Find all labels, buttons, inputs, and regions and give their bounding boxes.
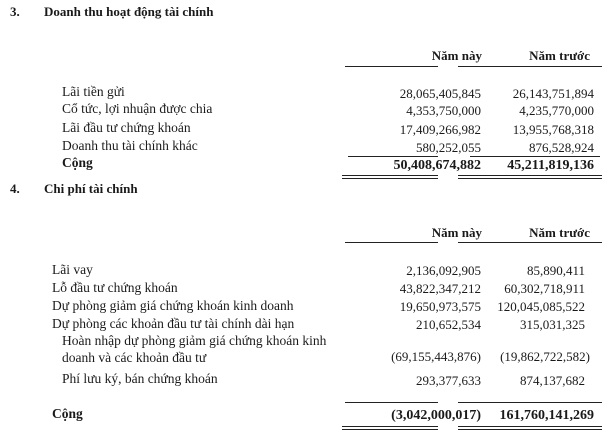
row-label: Dự phòng các khoản đầu tư tài chính dài hạn <box>52 316 295 331</box>
value-prior: 876,528,924 <box>529 140 594 155</box>
value-prior: 26,143,751,894 <box>512 86 594 101</box>
value-current: 580,252,055 <box>416 140 481 155</box>
column-header-prior-year: Năm trước <box>529 48 590 63</box>
value-current: 293,377,633 <box>416 373 481 388</box>
column-header-current-year: Năm này <box>431 225 482 240</box>
section-title: Doanh thu hoạt động tài chính <box>44 4 214 19</box>
row-label: Doanh thu tài chính khác <box>62 138 198 153</box>
value-prior: 85,890,411 <box>526 263 585 278</box>
total-current: (3,042,000,017) <box>391 408 481 423</box>
value-current: 4,353,750,000 <box>406 103 481 118</box>
row-label: Lãi tiền gửi <box>62 84 125 99</box>
value-current: 2,136,092,905 <box>406 263 481 278</box>
value-current: (69,155,443,876) <box>391 349 481 364</box>
row-label: Lãi đầu tư chứng khoán <box>62 120 191 135</box>
value-prior: 874,137,682 <box>520 373 585 388</box>
column-header-prior-year: Năm trước <box>529 225 590 240</box>
subtotal-rule-current <box>348 156 438 157</box>
row-label: Hoàn nhập dự phòng giảm giá chứng khoán kinh <box>62 333 327 348</box>
section-number: 4. <box>10 181 20 196</box>
total-label: Cộng <box>62 155 93 170</box>
header-rule-current <box>345 242 438 243</box>
row-label: Lỗ đầu tư chứng khoán <box>52 280 178 295</box>
value-prior: 4,235,770,000 <box>519 103 594 118</box>
value-prior: 315,031,325 <box>520 317 585 332</box>
value-prior: 120,045,085,522 <box>497 299 585 314</box>
row-label: Dự phòng giảm giá chứng khoán kinh doanh <box>52 298 294 313</box>
total-prior: 45,211,819,136 <box>507 158 594 173</box>
value-prior: 13,955,768,318 <box>512 122 594 137</box>
value-prior: 60,302,718,911 <box>504 281 585 296</box>
header-rule-current <box>345 66 438 67</box>
total-double-rule-prior <box>458 426 602 430</box>
total-double-rule-current <box>342 426 438 430</box>
total-current: 50,408,674,882 <box>393 158 481 173</box>
value-current: 210,652,534 <box>416 317 481 332</box>
subtotal-rule-current <box>345 402 438 403</box>
total-prior: 161,760,141,269 <box>499 408 594 423</box>
value-current: 43,822,347,212 <box>399 281 481 296</box>
subtotal-rule-prior <box>458 402 602 403</box>
value-current: 28,065,405,845 <box>399 86 481 101</box>
value-current: 17,409,266,982 <box>399 122 481 137</box>
total-label: Cộng <box>52 406 83 421</box>
column-header-current-year: Năm này <box>431 48 482 63</box>
section-title: Chi phí tài chính <box>44 181 138 196</box>
header-rule-prior <box>458 242 602 243</box>
value-prior: (19,862,722,582) <box>500 349 590 364</box>
row-label-continued: doanh và các khoản đầu tư <box>62 350 207 365</box>
total-double-rule-prior <box>458 175 602 179</box>
header-rule-prior <box>458 66 602 67</box>
row-label: Phí lưu ký, bán chứng khoán <box>62 371 218 386</box>
total-double-rule-current <box>342 175 438 179</box>
row-label: Lãi vay <box>52 262 93 277</box>
value-current: 19,650,973,575 <box>399 299 481 314</box>
row-label: Cổ tức, lợi nhuận được chia <box>62 101 213 116</box>
subtotal-rule-prior <box>470 156 600 157</box>
section-number: 3. <box>10 4 20 19</box>
